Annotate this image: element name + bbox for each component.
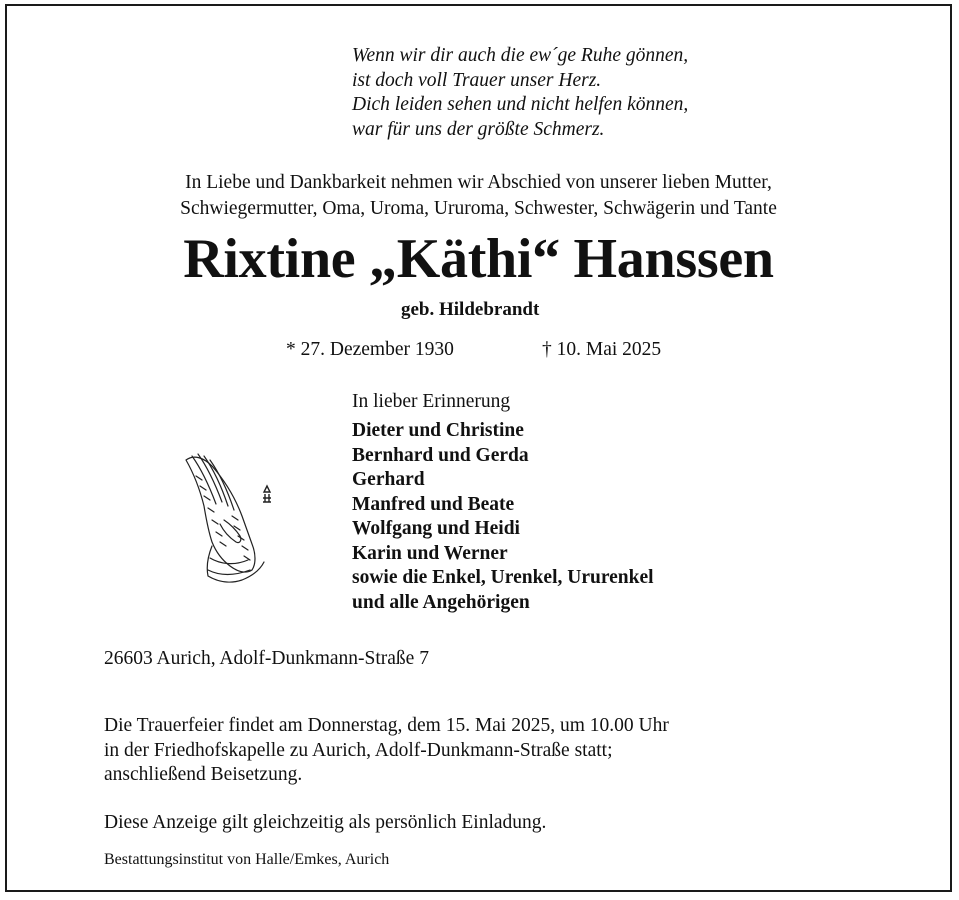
intro-line: Schwiegermutter, Oma, Uroma, Ururoma, Schwester, Schwägerin und Tante (180, 198, 777, 219)
ceremony-line: in der Friedhofskapelle zu Aurich, Adolf-Dunkmann-Straße statt; (104, 739, 613, 761)
poem-line: Wenn wir dir auch die ew´ge Ruhe gönnen, (352, 45, 689, 66)
address: 26603 Aurich, Adolf-Dunkmann-Straße 7 (104, 648, 429, 669)
mourner: Karin und Werner (352, 542, 508, 564)
obituary-notice (5, 4, 952, 892)
ceremony-info (104, 714, 669, 788)
invitation-note: Diese Anzeige gilt gleichzeitig als persönlich Einladung. (104, 812, 547, 833)
mourner: Bernhard und Gerda (352, 444, 529, 466)
birth-date: * 27. Dezember 1930 (286, 339, 454, 360)
mourner: Wolfgang und Heidi (352, 518, 520, 539)
ceremony-line: Die Trauerfeier findet am Donnerstag, dem 15. Mai 2025, um 10.00 Uhr (104, 715, 669, 736)
poem-line: Dich leiden sehen und nicht helfen können, (352, 94, 689, 115)
ceremony-line: anschließend Beisetzung. (104, 764, 303, 785)
mourner: Gerhard (352, 469, 425, 490)
mourner: Dieter und Christine (352, 420, 524, 441)
mourner: Manfred und Beate (352, 493, 515, 515)
intro-text (7, 170, 950, 222)
poem-line: ist doch voll Trauer unser Herz. (352, 69, 602, 91)
poem (352, 44, 688, 142)
death-date: † 10. Mai 2025 (542, 339, 662, 360)
maiden-name: geb. Hildebrandt (401, 299, 540, 320)
praying-hands-icon (172, 446, 284, 586)
intro-line: In Liebe und Dankbarkeit nehmen wir Abschied von unserer lieben Mutter, (185, 172, 772, 193)
deceased-name: Rixtine „Käthi“ Hanssen (183, 228, 774, 290)
mourner: und alle Angehörigen (352, 591, 530, 613)
undertaker: Bestattungsinstitut von Halle/Emkes, Aurich (104, 851, 390, 868)
memory-label: In lieber Erinnerung (352, 391, 511, 412)
mourners-list (352, 419, 654, 615)
mourner: sowie die Enkel, Urenkel, Ururenkel (352, 567, 654, 588)
poem-line: war für uns der größte Schmerz. (352, 118, 605, 140)
